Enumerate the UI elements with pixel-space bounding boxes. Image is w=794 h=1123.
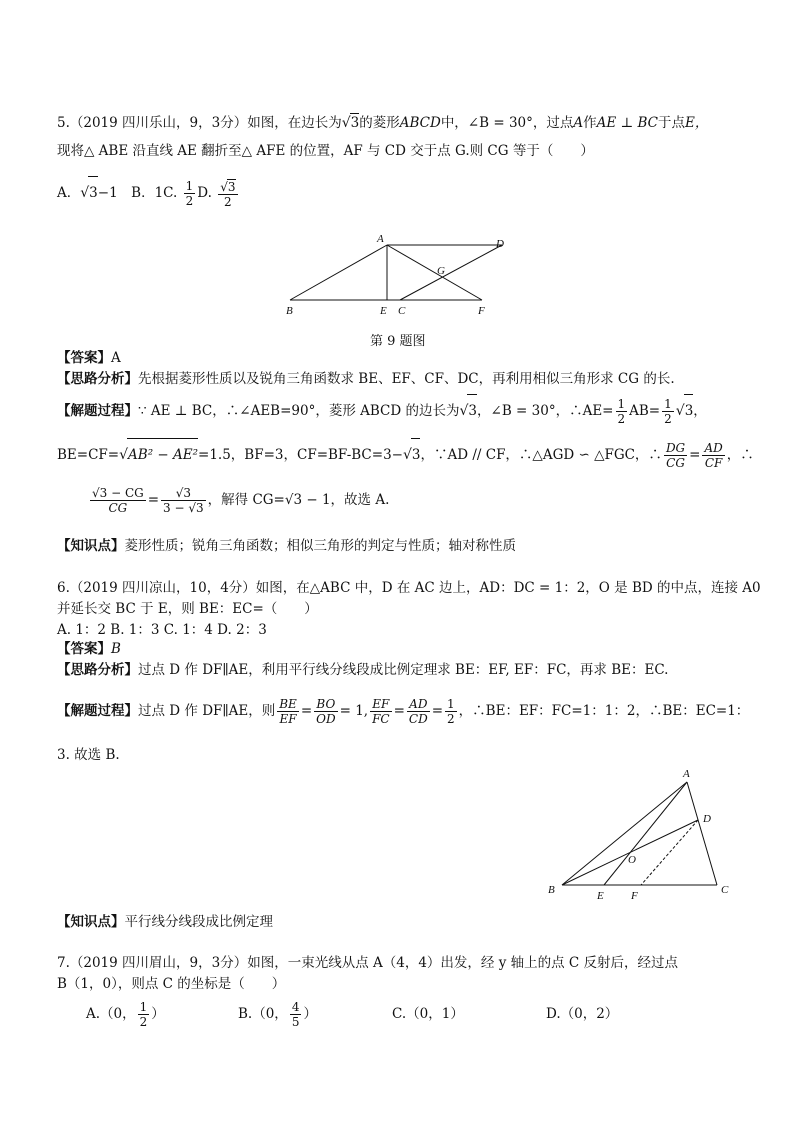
fig5-label-g: G xyxy=(437,265,445,277)
q5-answer: 【答案】A xyxy=(57,350,121,366)
q6-knowledge: 【知识点】平行线分线段成比例定理 xyxy=(57,914,273,930)
fig6-label-e: E xyxy=(597,890,604,902)
q6-stem-line1: 6.（2019 四川凉山，10，4分）如图，在△ABC 中，D 在 AC 边上，AD：DC = 1：2，O 是 BD 的中点，连接 A0 xyxy=(57,580,761,596)
q5-solution-line2: BE=CF=√AB² − AE²=1.5，BF=3，CF=BF-BC=3−√3，∵AD // CF，∴△AGD ∽ △FGC，∴ $\frac{DG}{CG}$ = $\frac{AD}{CF}$ ，∴ xyxy=(57,438,754,471)
fig5-label-d: D xyxy=(496,238,504,250)
q5-stem-line2: 现将△ ABE 沿直线 AE 翻折至△ AFE 的位置，AF 与 CD 交于点 G.则 CG 等于（ ） xyxy=(57,143,594,159)
q6-answer: 【答案】B xyxy=(57,641,121,657)
fig6-label-f: F xyxy=(631,890,638,902)
q7-option-c: C.（0，1） xyxy=(392,1006,464,1022)
q7-option-b: B.（0， $\frac{4}{5}$ ） xyxy=(238,1000,317,1029)
q7-stem-line1: 7.（2019 四川眉山，9，3分）如图，一束光线从点 A（4，4）出发，经 y 轴上的点 C 反射后，经过点 xyxy=(57,955,679,971)
q7-option-a: A.（0， $\frac{1}{2}$ ） xyxy=(86,1000,165,1029)
q6-stem-line2: 并延长交 BC 于 E，则 BE：EC=（ ） xyxy=(57,601,318,617)
fig6-label-d: D xyxy=(703,813,711,825)
q5-stem-line1: 5.（2019 四川乐山，9，3分）如图，在边长为√3的菱形ABCD中，∠B = 30°，过点A作AE ⊥ BC于点E， xyxy=(57,115,709,131)
q5-solution-line3: $\frac{√3 - CG}{CG}$ = $\frac{√3}{3 - √3}$ ，解得 CG=√3 − 1，故选 A. xyxy=(92,486,390,515)
fig5-label-c: C xyxy=(398,305,406,317)
fig6-label-o: O xyxy=(628,854,636,866)
fig5-label-b: B xyxy=(286,305,293,317)
q5-knowledge: 【知识点】菱形性质；锐角三角函数；相似三角形的判定与性质；轴对称性质 xyxy=(57,538,516,554)
fig5-label-f: F xyxy=(478,305,485,317)
fig6-label-c: C xyxy=(721,884,729,896)
q5-figure-caption: 第 9 题图 xyxy=(370,334,426,349)
q7-option-d: D.（0，2） xyxy=(546,1006,619,1022)
fig5-label-a: A xyxy=(377,233,384,245)
q5-options: A．√3−1 B．1C. $\frac{1}{2}$ D. $\frac{√3}{2}$ xyxy=(57,176,240,209)
q5-solution-line1: 【解题过程】∵ AE ⊥ BC，∴∠AEB=90°，菱形 ABCD 的边长为√3，∠B = 30°，∴AE= $\frac{1}{2}$ AB= $\frac{1}{2}$ √3， xyxy=(57,394,707,427)
q5-figure xyxy=(280,230,510,325)
q6-options: A. 1：2 B. 1：3 C. 1：4 D. 2：3 xyxy=(57,622,267,638)
fig6-label-b: B xyxy=(548,884,555,896)
fig6-label-a: A xyxy=(683,768,690,780)
q6-solution-line2: 3. 故选 B. xyxy=(57,747,120,763)
q6-solution-line1: 【解题过程】过点 D 作 DF∥AE，则 $\frac{BE}{EF}$ = $\frac{BO}{OD}$ = 1, $\frac{EF}{FC}$ = $\frac{AD}{CD}$ = $\frac{1}{2}$ ，∴BE：EF：FC=1：1：2，∴BE：EC=1： xyxy=(57,697,750,726)
q6-analysis: 【思路分析】过点 D 作 DF∥AE，利用平行线分线段成比例定理求 BE：EF, EF：FC，再求 BE：EC. xyxy=(57,662,669,678)
fig5-label-e: E xyxy=(380,305,387,317)
q5-analysis: 【思路分析】先根据菱形性质以及锐角三角函数求 BE、EF、CF、DC，再利用相似三角形求 CG 的长. xyxy=(57,371,675,387)
q7-stem-line2: B（1，0），则点 C 的坐标是（ ） xyxy=(57,976,286,992)
q6-figure xyxy=(540,765,740,905)
